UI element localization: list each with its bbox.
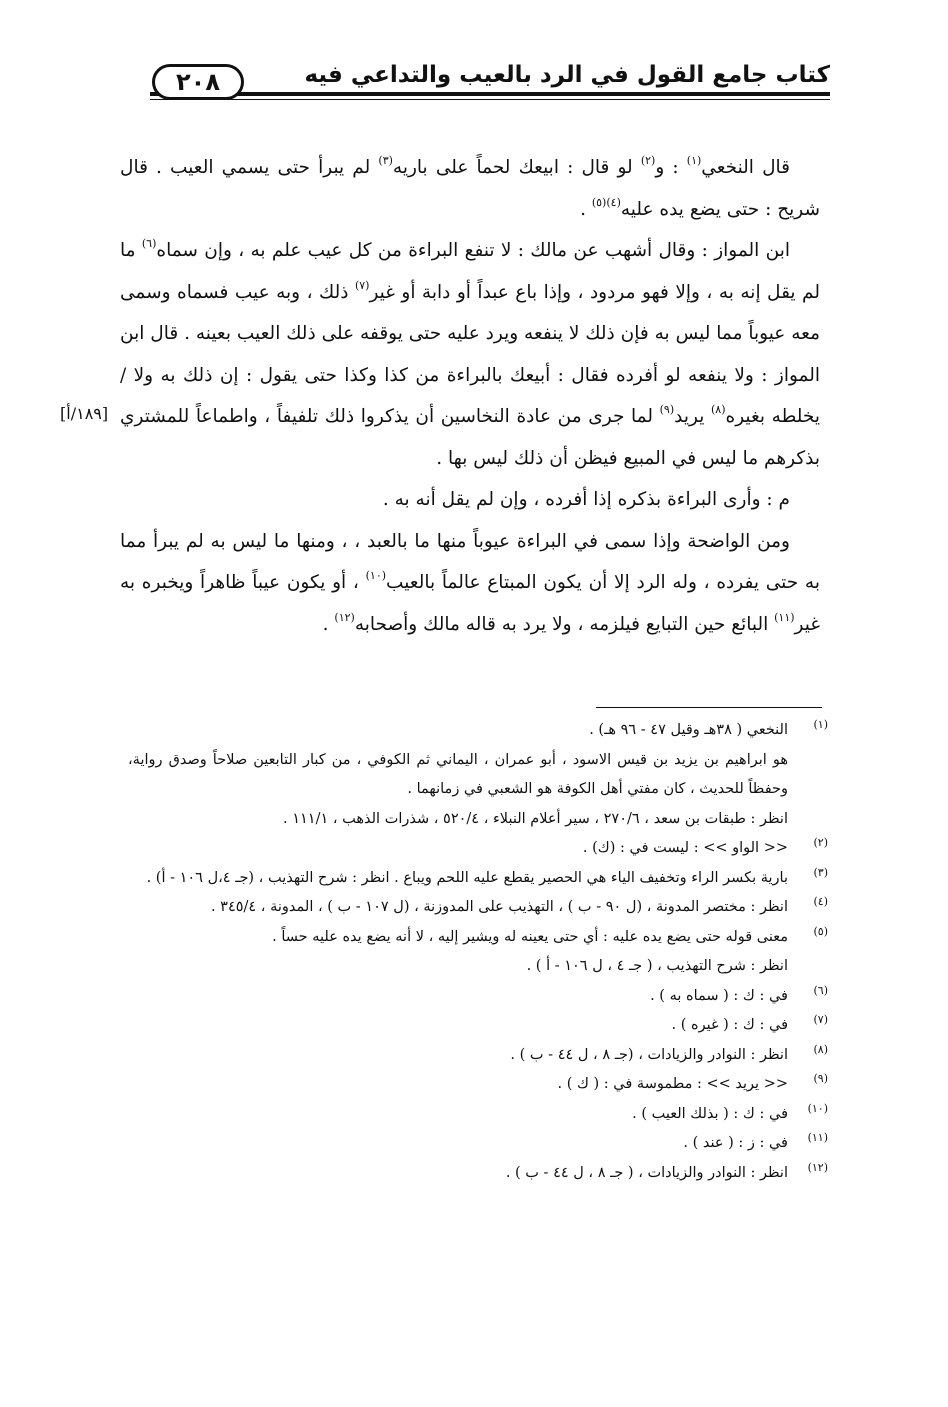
footnote-marker: (١) bbox=[686, 154, 702, 167]
paragraph bbox=[120, 521, 820, 646]
footnote-number: (٧) bbox=[813, 1013, 828, 1026]
footnote bbox=[128, 923, 828, 982]
footnote-number: (١٠) bbox=[807, 1101, 828, 1115]
footnote-marker: (٩) bbox=[659, 403, 675, 416]
paragraph bbox=[120, 230, 820, 479]
footnote-marker: (٨) bbox=[710, 403, 726, 416]
paragraph-text: . bbox=[322, 613, 335, 635]
footnote-text: النخعي ( ٣٨هـ وقيل ٤٧ - ٩٦ هـ) . bbox=[589, 722, 788, 738]
paragraph-text: لو قال : ابيعك لحماً على باريه bbox=[392, 157, 641, 178]
paragraph-text: لما جرى من عادة النخاسين أن يذكروا ذلك تلفيفاً ، واطماعاً للمشتري بذكرهم ما ليس في المبيع فيظن أن ذلك ليس بها . bbox=[120, 406, 820, 469]
running-header bbox=[150, 62, 830, 106]
footnote-text: هو ابراهيم بن يزيد بن قيس الاسود ، أبو عمران ، اليماني ثم الكوفي ، من كبار التابعين صلاحاً وصدق رواية، وحفظاً للحديث ، كان مفتي أهل الكوفة هو الشعبي في زمانهما . bbox=[128, 751, 788, 797]
footnote-marker: (٧) bbox=[354, 278, 370, 292]
footnote-number: (٤) bbox=[813, 895, 828, 908]
footnote bbox=[128, 716, 828, 834]
header-rule-thin bbox=[150, 99, 830, 100]
footnote bbox=[128, 893, 828, 923]
footnote-text: انظر : النوادر والزيادات ، (جـ ٨ ، ل ٤٤ - ب ) . bbox=[510, 1046, 788, 1063]
paragraph-text: ابن المواز : وقال أشهب عن مالك : لا تنفع البراءة من كل عيب علم به ، وإن سماه bbox=[156, 240, 790, 261]
paragraph-text: : و bbox=[655, 157, 687, 178]
footnote bbox=[128, 834, 828, 864]
footnote bbox=[128, 1100, 828, 1130]
paragraph-text: البائع حين التبايع فيلزمه ، ولا يرد به قاله مالك وأصحابه bbox=[354, 613, 775, 635]
footnote-text: انظر : النوادر والزيادات ، ( جـ ٨ ، ل ٤٤ - ب ) . bbox=[505, 1164, 788, 1181]
paragraph-text: ذلك ، وبه عيب فسماه وسمى معه عيوباً مما ليس به فإن ذلك لا ينفعه ويرد عليه حتى يوقفه على ذلك العيب بعينه . قال ابن المواز : ولا ينفعه لو أفرده فقال : أبيعك بالبراءة من كذا وكذا حتى يقول : إن ذلك به ولا / يخلطه بغيره bbox=[120, 281, 820, 427]
footnote bbox=[128, 1070, 828, 1100]
footnote-marker: (٤)(٥) bbox=[591, 195, 621, 209]
paragraph-text: . bbox=[580, 198, 592, 220]
page-number: ٢٠٨ bbox=[152, 64, 244, 100]
footnote-marker: (١٠) bbox=[365, 569, 387, 582]
footnote-separator bbox=[596, 707, 822, 708]
footnote-marker: (١٢) bbox=[334, 610, 355, 624]
footnote-text: << الواو >> : ليست في : (ك) . bbox=[582, 840, 788, 856]
footnote bbox=[128, 864, 828, 894]
footnote-number: (٣) bbox=[813, 865, 828, 879]
footnote-number: (١) bbox=[813, 718, 828, 731]
main-text bbox=[120, 147, 820, 645]
footnote bbox=[128, 1011, 828, 1041]
paragraph-text: لم يبرأ حتى يسمي العيب . قال شريح : حتى يضع يده عليه bbox=[120, 157, 820, 220]
paragraph-text: ما لم يقل إنه به ، وإلا فهو مردود ، وإذا باع عبداً أو دابة أو غير bbox=[120, 240, 820, 303]
footnote-text: في : ك : ( غيره ) . bbox=[671, 1017, 788, 1033]
footnote-marker: (٦) bbox=[141, 237, 157, 250]
footnote bbox=[128, 1041, 828, 1071]
footnote-text: في : ز : ( عند ) . bbox=[683, 1135, 788, 1151]
footnote-marker: (١١) bbox=[774, 610, 795, 624]
footnote-text: انظر : مختصر المدونة ، (ل ٩٠ - ب ) ، التهذيب على المدوزنة ، (ل ١٠٧ - ب ) ، المدونة ، ٣٤٥/٤ . bbox=[210, 899, 788, 915]
footnote-number: (١١) bbox=[807, 1131, 828, 1144]
footnote-number: (٨) bbox=[813, 1042, 828, 1056]
footnote-number: (٦) bbox=[813, 983, 828, 997]
paragraph bbox=[120, 479, 820, 521]
footnote-number: (١٢) bbox=[807, 1160, 828, 1174]
footnote-number: (٢) bbox=[813, 836, 828, 849]
footnotes bbox=[128, 716, 828, 1188]
paragraph-text: م : وأرى البراءة بذكره إذا أفرده ، وإن لم يقل أنه به . bbox=[382, 489, 790, 510]
paragraph-text: ومن الواضحة وإذا سمى في البراءة عيوباً منها ما بالعبد ، ، ومنها ما ليس به لم يبرأ مما به حتى يفرده ، وله الرد إلا أن يكون المبتاع عالماً بالعيب bbox=[120, 530, 820, 593]
footnote-marker: (٢) bbox=[640, 154, 656, 167]
paragraph-text: ، أو يكون عيباً ظاهراً ويخبره به غير bbox=[120, 572, 820, 635]
manuscript-folio-ref: [١٨٩/أ] bbox=[60, 404, 109, 423]
footnote-text: بارية بكسر الراء وتخفيف الياء هي الحصير يقطع عليه اللحم ويباع . انظر : شرح التهذيب ، (جـ ٤،ل ١٠٦ - أ) . bbox=[146, 869, 788, 886]
footnote bbox=[128, 1159, 828, 1189]
header-rule bbox=[150, 92, 830, 96]
footnote-text: << يريد >> : مطموسة في : ( ك ) . bbox=[557, 1076, 788, 1092]
footnote bbox=[128, 982, 828, 1012]
footnote-text: انظر : طبقات بن سعد ، ٢٧٠/٦ ، سير أعلام النبلاء ، ٥٢٠/٤ ، شذرات الذهب ، ١١١/١ . bbox=[282, 810, 788, 827]
footnote-number: (٩) bbox=[813, 1072, 828, 1085]
paragraph bbox=[120, 147, 820, 230]
book-title: كتاب جامع القول في الرد بالعيب والتداعي فيه bbox=[304, 62, 830, 88]
footnote-text: معنى قوله حتى يضع يده عليه : أي حتى يعينه له ويشير إليه ، لا أنه يضع يده عليه حساً . bbox=[272, 928, 788, 945]
footnote-text: في : ك : ( بذلك العيب ) . bbox=[632, 1105, 788, 1122]
footnote-text: انظر : شرح التهذيب ، ( جـ ٤ ، ل ١٠٦ - أ ) . bbox=[526, 958, 788, 974]
footnote-number: (٥) bbox=[813, 924, 828, 938]
paragraph-text: قال النخعي bbox=[701, 157, 790, 178]
paragraph-text: يريد bbox=[674, 406, 711, 427]
footnote-marker: (٣) bbox=[378, 154, 393, 167]
footnote bbox=[128, 1129, 828, 1159]
footnote-text: في : ك : ( سماه به ) . bbox=[650, 987, 788, 1004]
